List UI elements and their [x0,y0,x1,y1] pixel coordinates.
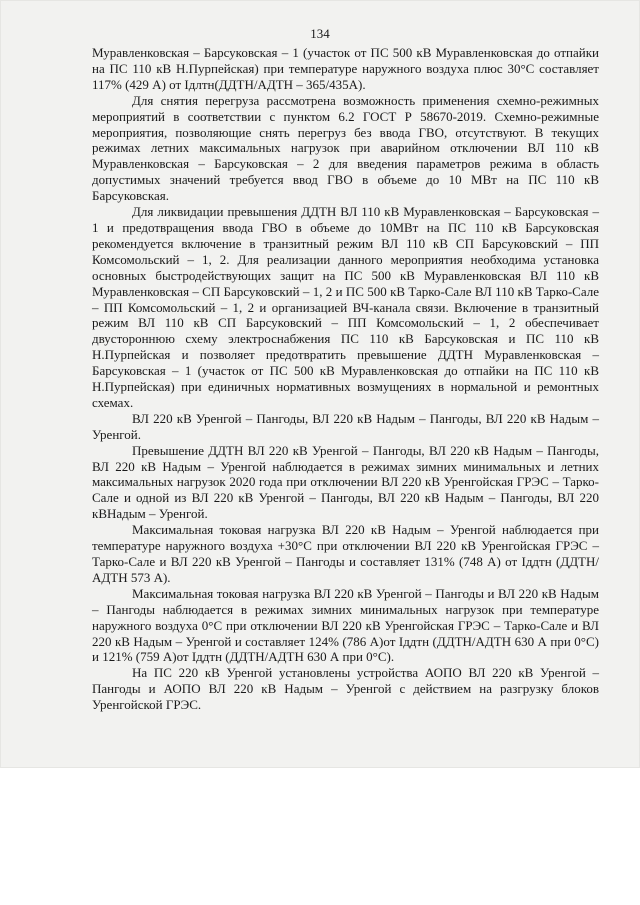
paragraph: Превышение ДДТН ВЛ 220 кВ Уренгой – Пангоды, ВЛ 220 кВ Надым – Пангоды, ВЛ 220 кВ Надым – Уренгой наблюдается в режимах зимних минимальных и летних максимальных нагрузок 2020 года при отключении ВЛ 220 кВ Уренгойская ГРЭС – Тарко-Сале и одной из ВЛ 220 кВ Уренгой – Пангоды, ВЛ 220 кВ Надым – Пангоды, ВЛ 220 кВНадым – Уренгой. [92,442,599,522]
paragraph: Максимальная токовая нагрузка ВЛ 220 кВ Надым – Уренгой наблюдается при температуре наружного воздуха +30°С при отключении ВЛ 220 кВ Уренгойская ГРЭС – Тарко-Сале и ВЛ 220 кВ Уренгой – Пангоды и составляет 131% (748 А) от Iддтн (ДДТН/АДТН 573 А). [92,522,599,585]
document-body [92,45,599,713]
paragraph: На ПС 220 кВ Уренгой установлены устройства АОПО ВЛ 220 кВ Уренгой – Пангоды и АОПО ВЛ 220 кВ Надым – Уренгой с действием на разгрузку блоков Уренгойской ГРЭС. [92,665,599,713]
paragraph: Для ликвидации превышения ДДТН ВЛ 110 кВ Муравленковская – Барсуковская – 1 и предотвращения ввода ГВО в объеме до 10МВт на ПС 110 кВ Барсуковская рекомендуется включение в транзитный режим ВЛ 110 кВ СП Барсуковский – ПП Комсомольский – 1, 2. Для реализации данного мероприятия необходима установка основных быстродействующих защит на ПС 500 кВ Муравленковская ВЛ 110 кВ Муравленковская – СП Барсуковский – 1, 2 и ПС 500 кВ Тарко-Сале ВЛ 110 кВ Тарко-Сале – ПП Комсомольский – 1, 2 и организацией ВЧ-канала связи. Включение в транзитный режим ВЛ 110 кВ СП Барсуковский – ПП Комсомольский – 1, 2 обеспечивает двустороннюю схему электроснабжения ПС 110 кВ Барсуковская и ПС 110 кВ Н.Пурпейская и позволяет предотвратить превышение ДДТН Муравленковская – Барсуковская – 1 (участок от ПС 500 кВ Муравленковская до отпайки на ПС 110 кВ Н.Пурпейская) при единичных нормативных возмущениях в нормальной и ремонтных схемах. [92,204,599,410]
page-number: 134 [310,26,330,41]
paragraph: Муравленковская – Барсуковская – 1 (участок от ПС 500 кВ Муравленковская до отпайки на ПС 110 кВ Н.Пурпейская) при температуре наружного воздуха плюс 30°С составляет 117% (429 А) от Iдлтн(ДДТН/АДТН – 365/435А). [92,45,599,92]
paragraph: Максимальная токовая нагрузка ВЛ 220 кВ Уренгой – Пангоды и ВЛ 220 кВ Надым – Пангоды наблюдается в режимах зимних минимальных нагрузок при температуре наружного воздуха 0°С при отключении ВЛ 220 кВ Уренгойская ГРЭС – Тарко-Сале и ВЛ 220 кВ Надым – Уренгой и составляет 124% (786 А)от Iддтн (ДДТН/АДТН 630 А при 0°С) и 121% (759 А)от Iддтн (ДДТН/АДТН 630 А при 0°С). [92,585,599,665]
paragraph: ВЛ 220 кВ Уренгой – Пангоды, ВЛ 220 кВ Надым – Пангоды, ВЛ 220 кВ Надым – Уренгой. [92,410,599,442]
paragraph: Для снятия перегруза рассмотрена возможность применения схемно-режимных мероприятий в соответствии с пунктом 6.2 ГОСТ Р 58670-2019. Схемно-режимные мероприятия, позволяющие снять перегруз без ввода ГВО, отсутствуют. В текущих режимах летних максимальных нагрузок при аварийном отключении ВЛ 110 кВ Муравленковская – Барсуковская – 2 для введения параметров режима в область допустимых значений требуется ввод ГВО в объеме до 10 МВт на ПС 110 кВ Барсуковская. [92,92,599,204]
